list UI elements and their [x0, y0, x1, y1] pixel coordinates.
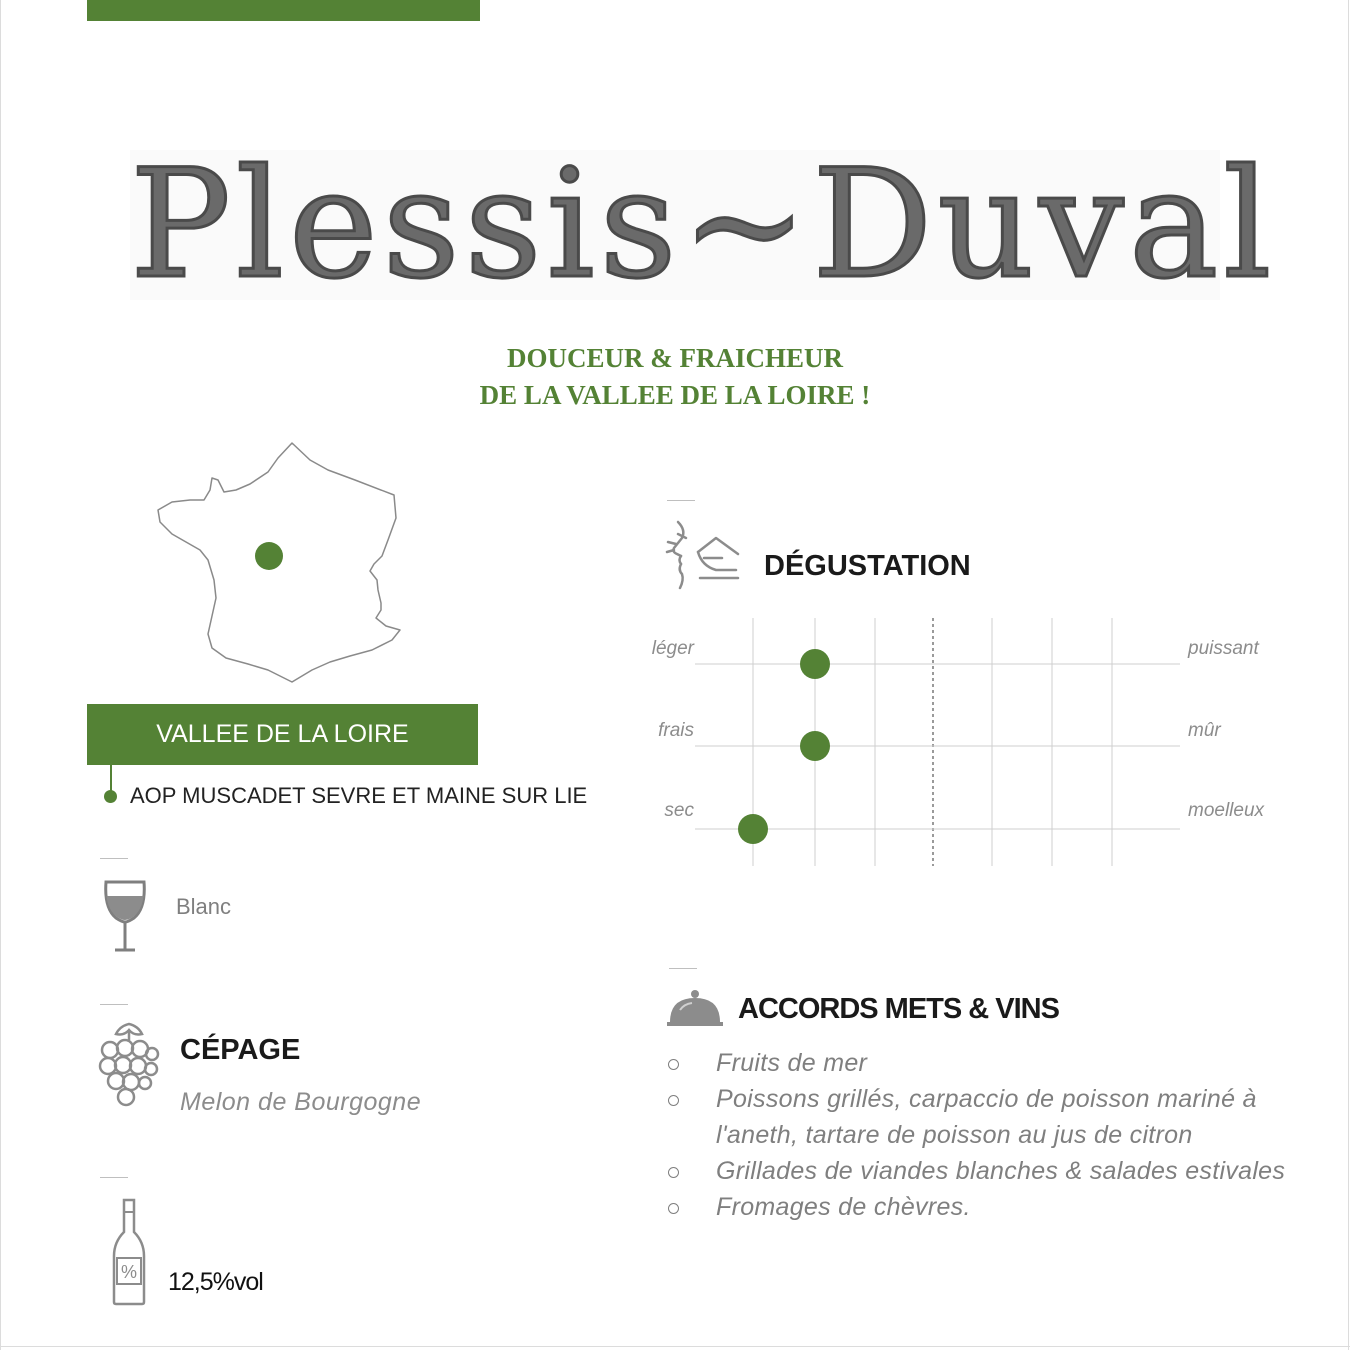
divider-dash	[100, 858, 128, 859]
wine-glass-icon	[100, 878, 150, 954]
svg-text:%: %	[120, 1262, 138, 1282]
tagline-line-2: DE LA VALLEE DE LA LOIRE !	[479, 380, 871, 410]
frame-right-line	[1348, 0, 1349, 1350]
list-item: Poissons grillés, carpaccio de poisson mariné à l'aneth, tartare de poisson au jus de citron	[664, 1081, 1324, 1153]
tasting-nose-icon	[664, 518, 746, 592]
scale-label-dry: sec	[664, 800, 694, 821]
bullet-circle-icon	[668, 1095, 679, 1106]
grapes-icon	[98, 1020, 160, 1108]
bullet-circle-icon	[668, 1203, 679, 1214]
frame-left-line	[0, 0, 1, 1350]
scale-label-ripe: mûr	[1188, 720, 1221, 741]
degustation-title: DÉGUSTATION	[764, 550, 971, 582]
brand-logo	[130, 138, 1277, 312]
scale-level-dot	[738, 814, 768, 844]
france-map-icon	[150, 438, 410, 688]
cepage-title: CÉPAGE	[180, 1034, 301, 1066]
pairings-list	[664, 1045, 1324, 1225]
divider-dash	[100, 1004, 128, 1005]
list-item: Grillades de viandes blanches & salades estivales	[664, 1153, 1324, 1189]
cloche-icon	[666, 988, 724, 1028]
scale-label-fresh: frais	[658, 720, 694, 741]
appellation-dot	[104, 790, 117, 803]
divider-dash	[669, 968, 697, 969]
brand-name: Plessis~Duval	[130, 138, 1277, 312]
bottle-percent-icon	[108, 1196, 150, 1308]
top-accent-bar	[87, 0, 480, 21]
region-label: VALLEE DE LA LOIRE	[156, 720, 409, 748]
tasting-scale-chart	[690, 618, 1190, 872]
accords-title: ACCORDS METS & VINS	[738, 993, 1059, 1025]
scale-level-dot	[800, 731, 830, 761]
wine-type-value: Blanc	[176, 894, 232, 919]
region-location-dot	[255, 542, 283, 570]
bullet-circle-icon	[668, 1059, 679, 1070]
bullet-circle-icon	[668, 1167, 679, 1178]
scale-label-sweet: moelleux	[1188, 800, 1265, 821]
list-item: Fromages de chèvres.	[664, 1189, 1324, 1225]
list-item: Fruits de mer	[664, 1045, 1324, 1081]
scale-level-dot	[800, 649, 830, 679]
region-banner	[87, 704, 478, 765]
region-connector	[110, 765, 112, 793]
divider-dash	[100, 1177, 128, 1178]
scale-label-light: léger	[651, 638, 694, 659]
scale-label-powerful: puissant	[1188, 638, 1259, 659]
appellation-label: AOP MUSCADET SEVRE ET MAINE SUR LIE	[130, 783, 588, 808]
tagline-line-1: DOUCEUR & FRAICHEUR	[507, 343, 843, 373]
alcohol-value: 12,5%vol	[168, 1268, 263, 1296]
divider-dash	[667, 500, 695, 501]
cepage-value: Melon de Bourgogne	[180, 1088, 422, 1116]
frame-bottom-line	[0, 1346, 1350, 1347]
